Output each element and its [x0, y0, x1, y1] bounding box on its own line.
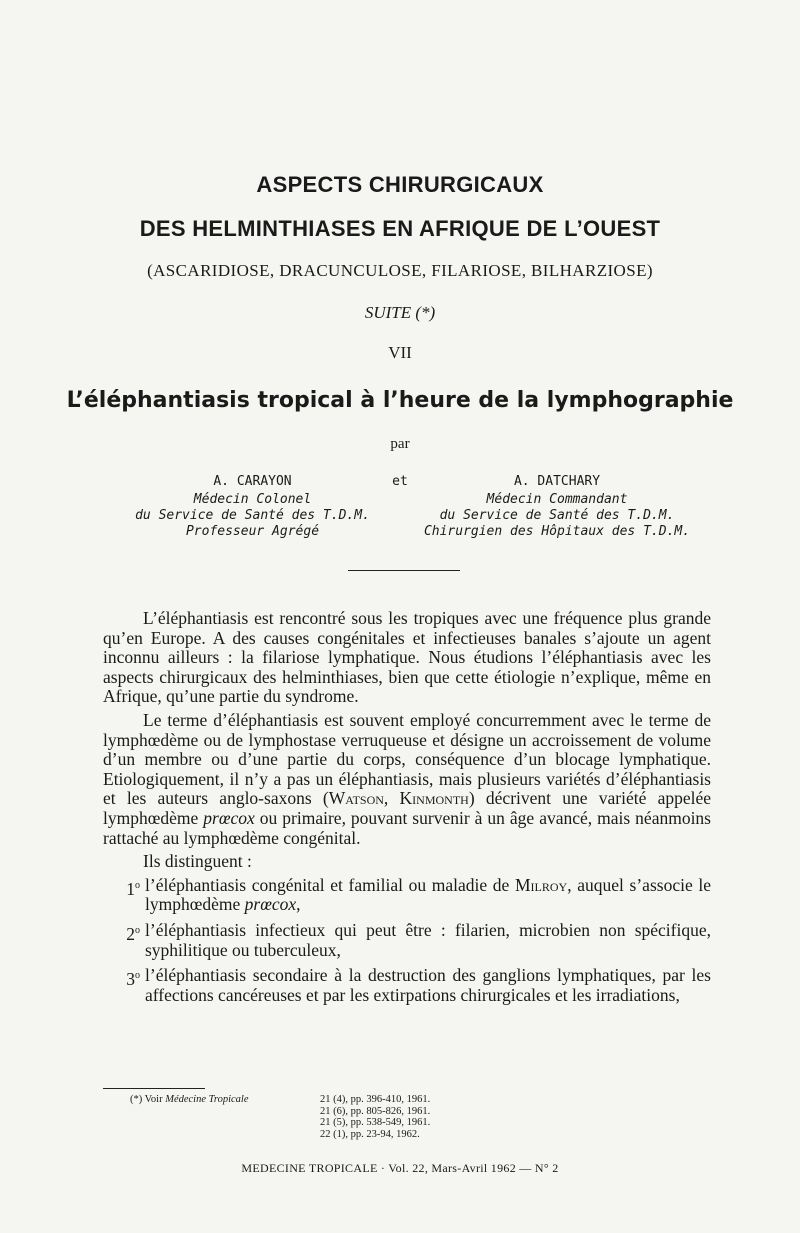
footnote-ref: 22 (1), pp. 23-94, 1962. [320, 1128, 420, 1140]
author-name: A. CARAYON [213, 474, 292, 489]
separator-rule [348, 570, 460, 571]
list-item [103, 876, 711, 915]
subtitle: (ASCARIDIOSE, DRACUNCULOSE, FILARIOSE, BILHARZIOSE) [147, 261, 653, 280]
list-number: 3$^o$ [126, 968, 140, 989]
author-role: du Service de Santé des T.D.M. [439, 508, 675, 523]
by-line: par [390, 436, 410, 452]
footnote-ref: 21 (5), pp. 538-549, 1961. [320, 1117, 431, 1128]
footnote-row [130, 1117, 430, 1129]
paragraph-3: Ils distinguent : [143, 851, 252, 872]
term-praecox: prœcox [203, 807, 255, 828]
author-datchary [412, 474, 702, 540]
authors-and: et [392, 474, 408, 489]
page-footer: MEDECINE TROPICALE · Vol. 22, Mars-Avril 1962 — N° 2 [241, 1161, 559, 1175]
list-text: l’éléphantiasis secondaire à la destruction des ganglions lymphatiques, par les affections cancéreuses et par les extirpations chirurgicales et les irradiations, [145, 965, 711, 1005]
title-line-1: ASPECTS CHIRURGICAUX [256, 172, 544, 197]
part-number: VII [388, 343, 412, 362]
footnote-ref: 21 (6), pp. 805-826, 1961. [320, 1105, 431, 1117]
list-text: l’éléphantiasis congénital et familial ou maladie de Milroy, auquel s’associe le lymphœdème prœcox, [145, 874, 711, 915]
author-ref-kinmonth: Kinmonth [399, 788, 469, 809]
footnote-mark: (*) Voir [130, 1094, 163, 1105]
author-carayon [120, 474, 385, 540]
footnote-row [130, 1094, 430, 1106]
author-role: Médecin Colonel [193, 492, 312, 507]
footnote-journal: Médecine Tropicale [165, 1094, 249, 1105]
article-body [103, 609, 711, 1011]
author-role: Chirurgien des Hôpitaux des T.D.M. [423, 524, 691, 539]
list-item [103, 921, 711, 960]
series-suite: SUITE (*) [364, 303, 436, 322]
list-number: 2$^o$ [126, 923, 140, 944]
footnote-rule [103, 1088, 205, 1089]
author-ref-watson: Watson [328, 788, 384, 809]
title-line-2: DES HELMINTHIASES EN AFRIQUE DE L’OUEST [139, 216, 661, 241]
list-item [103, 966, 711, 1005]
article-title: L’éléphantiasis tropical à l’heure de la lymphographie [66, 388, 734, 413]
footnote-ref: 21 (4), pp. 396-410, 1961. [320, 1094, 431, 1105]
author-name: A. DATCHARY [513, 474, 601, 489]
paragraph-2: Le terme d’éléphantiasis est souvent employé concurremment avec le terme de lymphœdème ou de lymphostase verruqueuse et désigne un accroissement de volume d’un membre ou d’une partie du corps, conséquence d’un blocage lymphatique. Etiologiquement, il n’y a pas un éléphantiasis, mais plusieurs variétés d’éléphantiasis et les auteurs anglo-saxons (Watson, Kinmonth) décrivent une variété appelée lymphœdème prœcox ou primaire, pouvant survenir à un âge avancé, mais néanmoins rattaché au lymphœdème congénital. [103, 709, 712, 848]
footnote-row [130, 1106, 430, 1118]
list-text: l’éléphantiasis infectieux qui peut être : filarien, microbien non spécifique, syphilitique ou tuberculeux, [145, 919, 711, 960]
author-role: Professeur Agrégé [185, 524, 320, 539]
author-role: Médecin Commandant [486, 492, 628, 507]
footnote-row [130, 1129, 430, 1141]
author-role: du Service de Santé des T.D.M. [135, 508, 370, 523]
footnote [130, 1094, 430, 1140]
paragraph-1: L’éléphantiasis est rencontré sous les tropiques avec une fréquence plus grande qu’en Europe. A des causes congénitales et infectieuses banales s’ajoute un agent inconnu ailleurs : la filariose lymphatique. Nous étudions l’éléphantiasis avec les aspects chirurgicaux des helminthiases, bien que cette étiologie n’explique, même en Afrique, qu’une partie du syndrome. [103, 608, 711, 707]
list-number: 1$^o$ [126, 878, 140, 899]
